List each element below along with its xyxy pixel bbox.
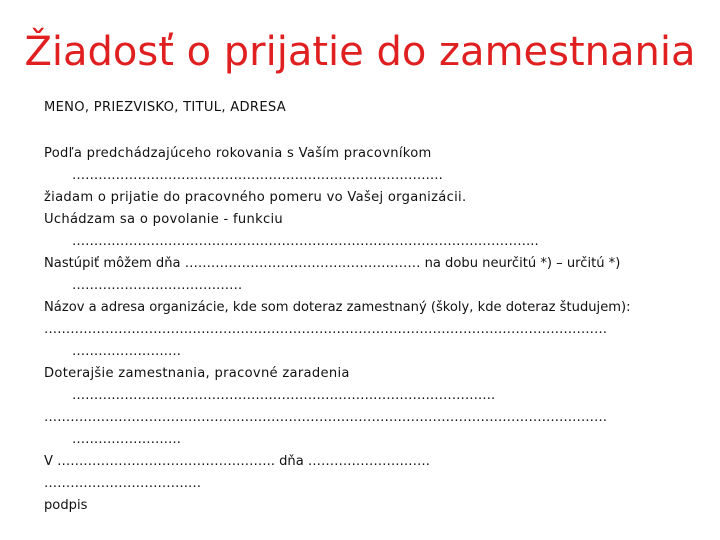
page-title: Žiadosť o prijatie do zamestnania bbox=[24, 29, 696, 75]
previous-jobs-label: Doterajšie zamestnania, pracovné zaradenia bbox=[44, 366, 350, 381]
place-date-line: V ………………………………………….. dňa ………………………. bbox=[44, 454, 430, 469]
name-address-label: MENO, PRIEZVISKO, TITUL, ADRESA bbox=[44, 100, 287, 115]
previous-negotiation-text: Podľa predchádzajúceho rokovania s Vaším pracovníkom bbox=[44, 146, 432, 161]
organization-blank-continuation: ……………………. bbox=[72, 344, 181, 359]
organization-blank-line: ………………………………………………………………………………………………………………… bbox=[44, 322, 608, 337]
start-date-line: Nastúpiť môžem dňa ……………………………………………… na dobu neurčitú *) – určitú *) bbox=[44, 256, 621, 271]
signature-label: podpis bbox=[44, 498, 88, 513]
previous-jobs-blank-line-1: ……………………………………………………………………………………. bbox=[72, 388, 496, 403]
employee-name-blank: …………………………………………………………………………. bbox=[72, 168, 443, 183]
signature-blank: ……………………………… bbox=[44, 476, 202, 491]
previous-jobs-blank-line-2: ………………………………………………………………………………………………………………… bbox=[44, 410, 608, 425]
contract-term-blank: ………………………………… bbox=[72, 278, 243, 293]
position-label: Uchádzam sa o povolanie - funkciu bbox=[44, 212, 284, 227]
previous-jobs-blank-continuation: ……………………. bbox=[72, 432, 181, 447]
request-text: žiadam o prijatie do pracovného pomeru vo Vašej organizácii. bbox=[44, 190, 467, 205]
organization-label: Názov a adresa organizácie, kde som doteraz zamestnaný (školy, kde doteraz študujem): bbox=[44, 300, 631, 315]
position-blank: …………………………………………………………………………………………….. bbox=[72, 234, 539, 249]
